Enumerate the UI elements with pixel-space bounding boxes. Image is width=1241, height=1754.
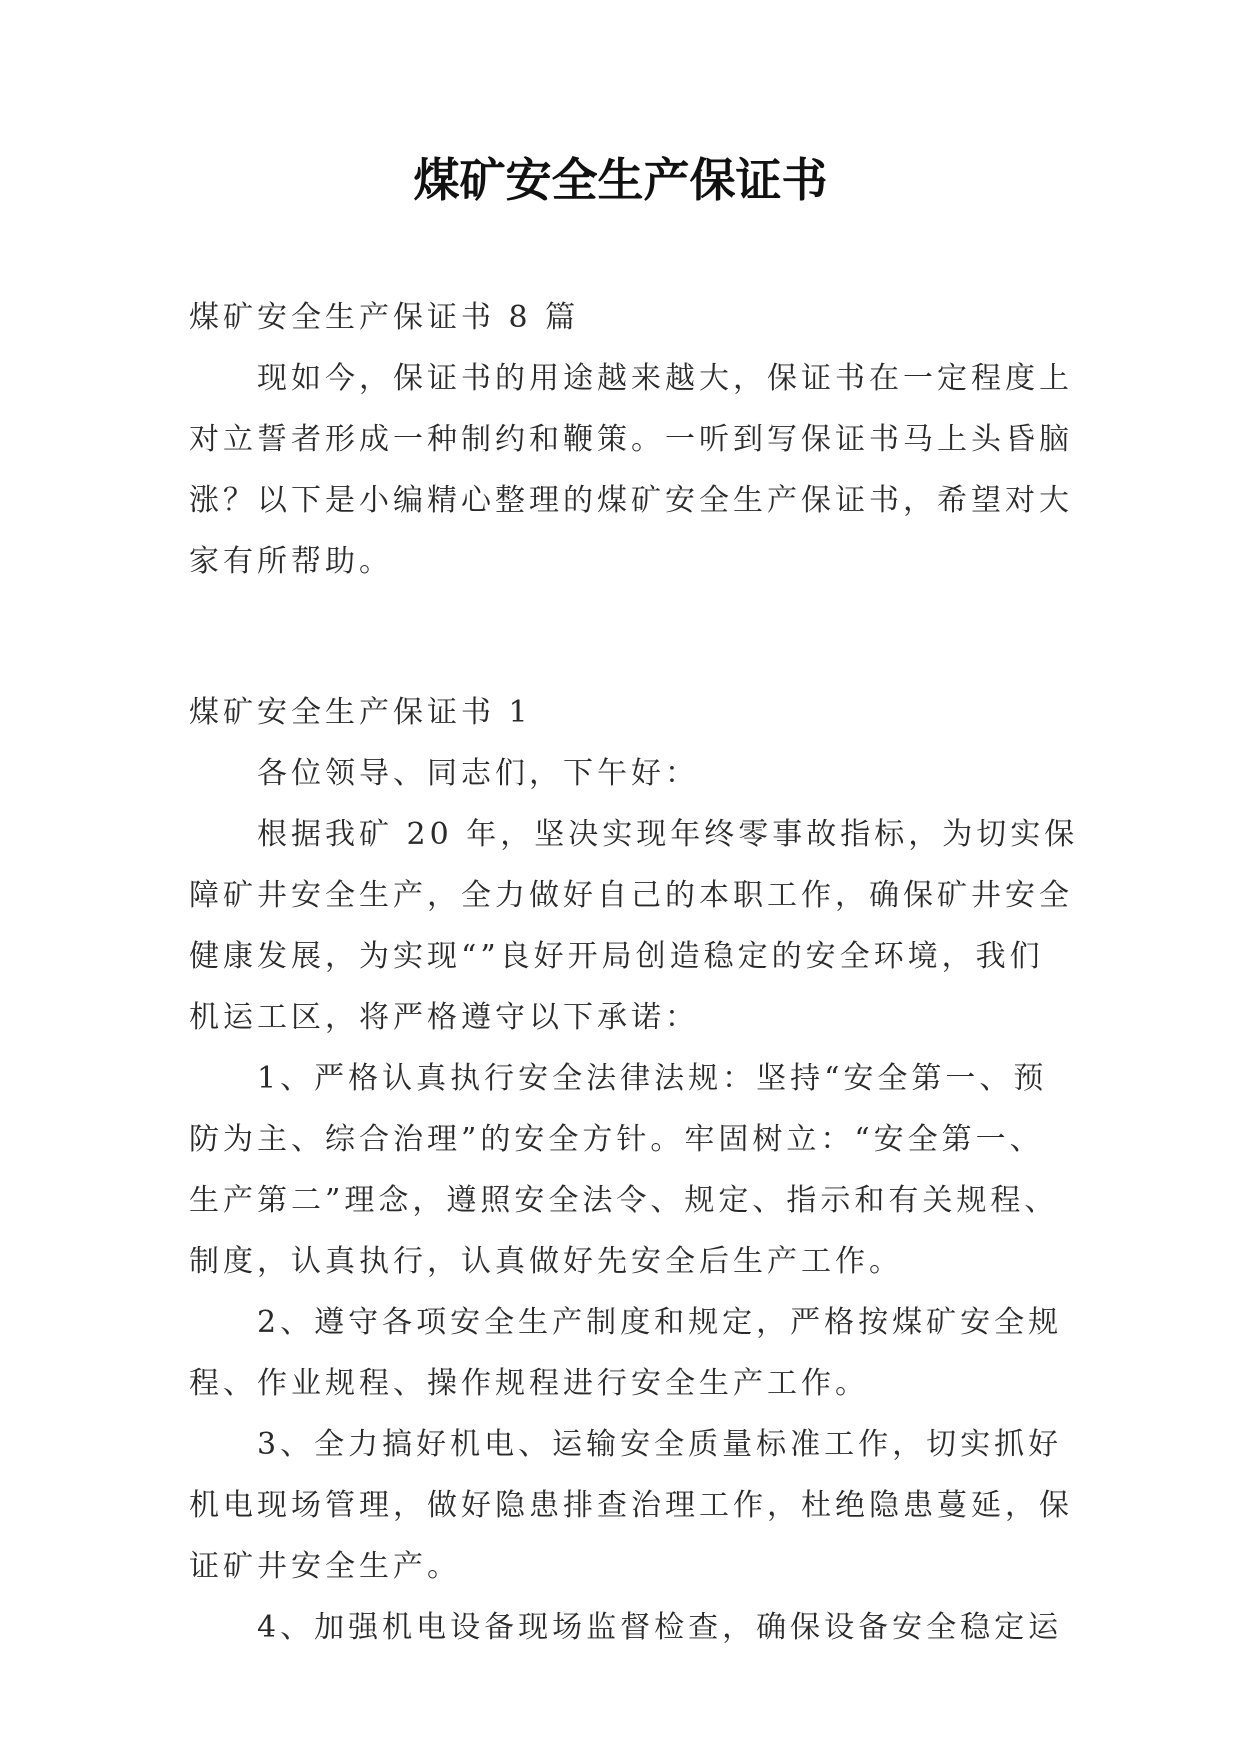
list-item-line: 证矿井安全生产。 (189, 1549, 461, 1584)
section-heading-text: 煤矿安全生产保证书 1 (189, 695, 532, 730)
list-item-line: 机电现场管理，做好隐患排查治理工作，杜绝隐患蔓延，保 (189, 1488, 1073, 1523)
paragraph-line: 障矿井安全生产，全力做好自己的本职工作，确保矿井安全 (189, 878, 1073, 913)
subtitle-text: 煤矿安全生产保证书 8 篇 (189, 300, 580, 335)
section-heading (189, 682, 1057, 743)
list-item-line: 防为主、综合治理”的安全方针。牢固树立：“安全第一、 (189, 1122, 1044, 1157)
list-item-line: 1、严格认真执行安全法律法规：坚持“安全第一、预 (257, 1061, 1048, 1096)
list-item-line: 制度，认真执行，认真做好先安全后生产工作。 (189, 1244, 903, 1279)
subtitle (189, 287, 1057, 348)
list-item-2 (189, 1292, 1063, 1414)
greeting-text: 各位领导、同志们，下午好： (257, 756, 699, 791)
intro-line: 家有所帮助。 (189, 544, 393, 579)
paragraph-line: 机运工区，将严格遵守以下承诺： (189, 1000, 699, 1035)
list-item-line: 生产第二”理念，遵照安全法令、规定、指示和有关规程、 (189, 1183, 1059, 1218)
greeting (189, 743, 1057, 804)
document-body (189, 287, 1079, 1658)
document-title: 煤矿安全生产保证书 (413, 153, 828, 207)
paragraph-line: 根据我矿 20 年，坚决实现年终零事故指标，为切实保 (257, 817, 1079, 852)
list-item-line: 程、作业规程、操作规程进行安全生产工作。 (189, 1366, 869, 1401)
paragraph-1 (189, 804, 1079, 1048)
intro-line: 现如今，保证书的用途越来越大，保证书在一定程度上 (257, 361, 1073, 396)
intro-line: 涨？以下是小编精心整理的煤矿安全生产保证书，希望对大 (189, 483, 1073, 518)
intro-paragraph (189, 348, 1073, 592)
list-item-4 (189, 1597, 1063, 1658)
list-item-line: 2、遵守各项安全生产制度和规定，严格按煤矿安全规 (257, 1305, 1063, 1340)
list-item-1 (189, 1048, 1057, 1292)
paragraph-line: 健康发展，为实现“”良好开局创造稳定的安全环境，我们 (189, 939, 1044, 974)
intro-line: 对立誓者形成一种制约和鞭策。一听到写保证书马上头昏脑 (189, 422, 1073, 457)
list-item-line: 4、加强机电设备现场监督检查，确保设备安全稳定运 (257, 1610, 1063, 1645)
list-item-3 (189, 1414, 1073, 1597)
list-item-line: 3、全力搞好机电、运输安全质量标准工作，切实抓好 (257, 1427, 1063, 1462)
